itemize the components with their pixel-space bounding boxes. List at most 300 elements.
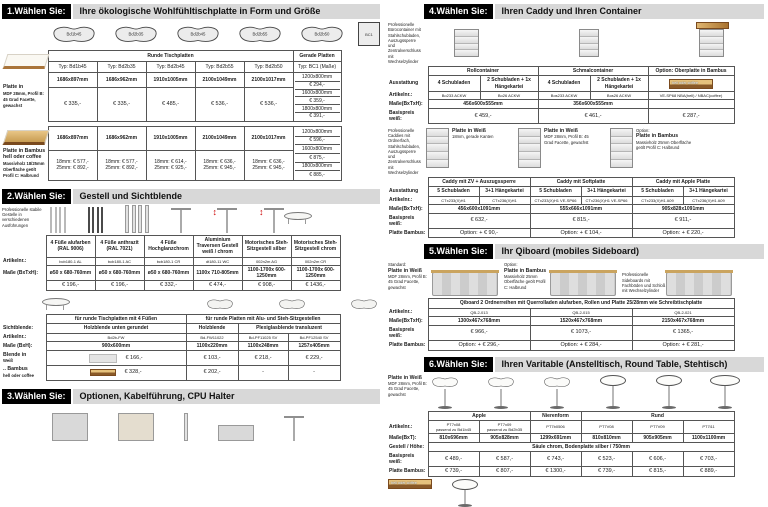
std-sub: MDF 28mm, Profil B: 45 Grad Facette, gewachst [388, 274, 427, 290]
section3-step-label: 3.Wählen Sie: [2, 389, 71, 404]
artikel-nr: PT7x09 [497, 421, 512, 427]
col-header: Motorisches Steh-Sitzgestell silber [242, 235, 291, 257]
col-header: Aluminium Traversen Gestell weiß / chrom [193, 235, 242, 257]
caddy-icon [426, 128, 449, 168]
price-cell: € 229,- [288, 351, 340, 366]
empty-label [2, 315, 46, 324]
dims-cell: 2100x1017mm [244, 127, 293, 151]
group-header: für runde Tischplatten mit 4 Füßen [46, 315, 186, 324]
col-header: 4 Füße anthrazit (RAL 7021) [95, 235, 144, 257]
row-label: Maße(BxT): [389, 434, 417, 441]
artikel-cell: PT7V08 [581, 420, 632, 433]
price-cell: € 485,- [146, 88, 195, 122]
price-25: 25mm: € 892,- [56, 165, 89, 172]
legs-chrom-icon [125, 207, 149, 233]
artikel-cell: QB-2-021 [632, 308, 734, 316]
price-cell: € 908,- [242, 281, 291, 291]
artikel-cell: QB-2-013 [428, 308, 530, 316]
section2-header [2, 189, 380, 204]
varitable-images-row [388, 375, 764, 409]
caddy-label [544, 128, 596, 145]
price-cell: € 1073,- [530, 326, 632, 341]
price-cell: - [238, 365, 288, 380]
price-cell: € 459,- [428, 109, 538, 124]
price-18: 18mm: € 614,- [154, 159, 187, 165]
price-cell: € 1365,- [632, 326, 734, 341]
option-tray-icon [52, 413, 88, 441]
row-label: Basispreis weiß: [389, 326, 415, 339]
masse-cell: 810x696mm [428, 433, 479, 442]
container-intro: Professionelle Bürocontainer mit Stahlschubladen, Auszugssperre und Zentralverschluss mit Wechselzylinder [388, 22, 421, 64]
ausstattung-cell: 2 Schubladen + 1x Hängekartei [590, 76, 648, 92]
artikel-cell: bcb180-1 AC [95, 257, 144, 265]
tabletop-shape-icon [172, 22, 224, 46]
price-cell: € 335,- [97, 88, 146, 122]
bambus-option-cell: Option: + € 284,- [530, 340, 632, 350]
masse-cell: 456x600x1091mm [428, 204, 530, 213]
col-header: 4 Füße alufarben (RAL 9006) [46, 235, 95, 257]
type-cell: Plexiglasblende transluzent [238, 324, 340, 333]
std-pre: Standard: [388, 262, 407, 268]
stack-price: € 294,- [295, 82, 340, 90]
artikel-sub: passend zu Bd2b35 [486, 426, 523, 432]
caddy-intro: Professionelle Caddies mit Ordnerfach, Stahlschubladen, Auszugssperre und Zentralverschluss mit Wechselzylinder [388, 127, 421, 175]
blende-bambus-label-2: hell oder coffee [3, 372, 34, 378]
cable-chain-icon [184, 415, 188, 441]
artikel-cell: CTx236(X)H1 [479, 196, 530, 204]
section4-header [424, 4, 764, 19]
straight-plate-icon [358, 22, 380, 46]
ausstattung-cell: 3+1 Hängekartei [683, 187, 734, 196]
masse-cell: 1100-1700x 600-1250mm [291, 265, 340, 281]
varitable-icons [428, 375, 742, 409]
tabletop-shape-icon [48, 22, 100, 46]
note-title: Platte in Bambus hell oder coffee [3, 147, 46, 160]
bambus-option-cell: Option: + € 296,- [428, 340, 530, 350]
blende-bambus-swatch [90, 369, 116, 376]
qiboard-icon [432, 272, 498, 296]
legs-anthrazit-icon [88, 207, 104, 233]
typ-cell: Typ: Bd2b45 [146, 62, 195, 73]
group-header: Nierenform [530, 411, 581, 420]
row-label [2, 365, 46, 380]
note-sub: MDF 28mm, Profil B: 45 Grad Facette, gewachst [388, 381, 427, 397]
price-cell: € 743,- [530, 452, 581, 467]
bambus-plates-table [2, 126, 342, 181]
price-cell: € 536,- [244, 88, 293, 122]
empty-label [388, 299, 428, 308]
gestell-images-row [2, 207, 380, 233]
note-sub: Massivholz 18/25mm Oberfläche geölt Profil C: Halbrund [3, 160, 45, 178]
section5-step-label: 5.Wählen Sie: [424, 244, 493, 259]
artikel-cell: bcb180-1 AL [46, 257, 95, 265]
qiboard-images-row [388, 262, 764, 296]
row-label: Artikelnr.: [3, 334, 27, 341]
section6-step-label: 6.Wählen Sie: [424, 357, 493, 372]
opt-sub: Massivholz 25mm Oberfläche geölt Profil C: Halbrund [504, 274, 546, 290]
group-header: Caddy mit Apple Platte [632, 178, 734, 187]
caddy-table [388, 177, 735, 238]
price-cell [46, 365, 186, 380]
masse-cell: 1100x 710-805mm [193, 265, 242, 281]
caddy-label [636, 128, 692, 150]
price-cell: € 815,- [530, 214, 632, 229]
bambus-swatch [669, 79, 713, 89]
stack-dims: 1800x800mm [295, 105, 340, 113]
caddy-label-sub: Massivholz 25mm Oberfläche geölt Profil C: Halbrund [636, 139, 692, 150]
artikel-cell: QB-2-015 [530, 308, 632, 316]
price-cell: € 536,- [195, 88, 244, 122]
monitor-arm-icon [284, 416, 304, 441]
shape-label: Bd2b45 [190, 31, 206, 37]
varitable-round-icon [652, 375, 686, 409]
ausstattung-cell: 5 Schubladen [530, 187, 581, 196]
sichtblende-table [2, 314, 341, 381]
group-header: Rund [581, 411, 734, 420]
opt-title: Platte in Bambus [504, 267, 547, 274]
price-cell: € 474,- [193, 281, 242, 291]
bambus-top-container-icon [699, 22, 729, 57]
varitable-note [388, 375, 428, 397]
price: € 328,- [124, 369, 142, 376]
group-header: Apple [428, 411, 530, 420]
price-18: 18mm: € 577,- [105, 159, 138, 165]
col-header: 4 Füße Hochglanzchrom [144, 235, 193, 257]
artikel-cell: CTx233(X)H1 VE-SP66 [530, 196, 581, 204]
desk-images-row [42, 294, 380, 311]
group-header: Option: Oberplatte in Bambus [648, 67, 734, 76]
typ-cell: Typ: Bd2b55 [195, 62, 244, 73]
artikel-cell: Bo233 ACKW [428, 91, 480, 99]
dims-cell: 1910x1005mm [146, 127, 195, 151]
caddy-label-sub: MDF 28mm, Profil B: 45 Grad Facette, gewachst [544, 134, 589, 145]
group-header: Caddy mit Softplatte [530, 178, 632, 187]
stack-price: € 359,- [295, 97, 340, 105]
col-header: Motorisches Steh-Sitzgestell chrom [291, 235, 340, 257]
artikel-sub: passend zu Bd1b45 [435, 426, 472, 432]
section4-step-label: 4.Wählen Sie: [424, 4, 493, 19]
row-label: Basispreis weiß: [389, 109, 415, 122]
qiboard-std-label [388, 262, 432, 290]
group-header: Gerade Platten [293, 51, 341, 62]
caddy-icon [610, 128, 633, 168]
artikel-cell: bcb180-1 CR [144, 257, 193, 265]
stack-price: € 391,- [309, 113, 325, 120]
group-header: Schmalcontainer [538, 67, 648, 76]
ausstattung-cell: 3+1 Hängekartei [581, 187, 632, 196]
section6-header [424, 357, 764, 372]
empty-label [388, 411, 428, 420]
tabletop-shape-icon [110, 22, 162, 46]
stack-dims: 1800x800mm [295, 163, 340, 172]
price-18: 18mm: € 577,- [56, 159, 89, 165]
varitable-apple-icon [484, 375, 518, 409]
ausstattung-cell: 4 Schubladen [538, 76, 590, 92]
gestell-cell: Säule chrom, Bodenplatte silber / 750mm [428, 443, 734, 452]
price-cell: € 703,- [683, 452, 734, 467]
artikel-nr: PT7x08 [446, 421, 461, 427]
row-label: Artikelnr.: [389, 197, 413, 203]
corner-plate-icon-cell [2, 51, 48, 73]
bambus-price-cell: € 739,- [581, 466, 632, 476]
section1-header [2, 4, 380, 19]
row-label: Basispreis weiß: [389, 452, 415, 465]
bambus-option-cell: Option: + € 281,- [632, 340, 734, 350]
masse-cell: 1520x467x768mm [530, 316, 632, 325]
price-cell: € 523,- [581, 452, 632, 467]
section1-title: Ihre ökologische Wohlfühltischplatte in Form und Größe [73, 4, 380, 19]
price-cell: € 461,- [538, 109, 648, 124]
artikel-cell: CTx236(X)H1 VE-SP66 [581, 196, 632, 204]
price: € 166,- [125, 354, 143, 361]
price-cell: € 202,- [186, 365, 238, 380]
artikel-cell: dt180-11 WC [193, 257, 242, 265]
masse-cell: 1100x248mm [238, 341, 288, 350]
price-cell: € 103,- [186, 351, 238, 366]
row-label: Platte Bambus: [389, 341, 426, 348]
bean-desk-icon [204, 297, 236, 311]
price-25: 25mm: € 945,- [252, 165, 285, 172]
empty-label [2, 281, 46, 291]
masse-cell: ø50 x 680-760mm [95, 265, 144, 281]
bambus-plate-corner-icon [3, 130, 50, 145]
stack-dims: 1200x800mm [295, 74, 340, 82]
price-25: 25mm: € 945,- [203, 165, 236, 172]
qiboard-pro-note: Professionelle Sideboards mit Fachböden und Schloß mit Wechselzylinder [622, 272, 666, 294]
straight-plates-stack [295, 74, 340, 120]
group-header: Caddy mit ZV + Auszugssperre [428, 178, 530, 187]
price-18: 18mm: € 636,- [252, 159, 285, 165]
note-bambus [2, 127, 48, 181]
schmalcontainer-icon [579, 29, 599, 57]
section3-header [2, 389, 380, 404]
artikel-cell: Bo26 ACKW [480, 91, 538, 99]
dims-cell: 1686x962mm [97, 73, 146, 88]
stack-dims: 1200x800mm [295, 128, 340, 137]
qiboard-table [388, 298, 735, 350]
row-label: Maße(BxTxH): [389, 317, 423, 324]
bambus-price-cell: € 1300,- [530, 466, 581, 476]
mdf-plate-corner-icon [3, 54, 50, 69]
masse-cell: 900x600mm [46, 341, 186, 350]
masse-cell: 456x600x555mm [428, 100, 538, 109]
ausstattung-cell: 5 Schubladen [632, 187, 683, 196]
straight-plates-stack [295, 128, 340, 179]
bambus-option-cell: Option: + € 220,- [632, 228, 734, 238]
row-label: Sichtblende: [3, 325, 34, 332]
opt-pre: Option: [504, 262, 518, 268]
desk-icon [284, 212, 310, 225]
artikel-cell: 002n2m CR [291, 257, 340, 265]
dims-cell: 1910x1005mm [146, 73, 195, 88]
price-cell: € 335,- [48, 88, 97, 122]
caddy-label-pre: Option: [636, 127, 650, 133]
bambus-option-cell: Option: + € 90,- [428, 228, 530, 238]
masse-cell: 356x600x555mm [538, 100, 648, 109]
section1-step-label: 1.Wählen Sie: [2, 4, 71, 19]
typ-cell: Typ: Bd1b45 [48, 62, 97, 73]
container-icons [454, 22, 729, 57]
container-images-row [388, 22, 764, 64]
desk-icon [42, 298, 68, 311]
section3-title: Optionen, Kabelführung, CPU Halter [73, 389, 380, 404]
caddy-label-sub: 18mm, gerade Kanten [452, 134, 494, 140]
varitable-table [388, 411, 735, 477]
price-cell: € 489,- [428, 452, 479, 467]
masse-cell: 1100-1700x 600-1250mm [242, 265, 291, 281]
height-arrow-icon: ↕ [212, 206, 217, 217]
note-title: Platte in [3, 84, 24, 91]
dims-cell: 2100x1049mm [195, 127, 244, 151]
bambus-option-cell: Option: + € 104,- [530, 228, 632, 238]
section4-title: Ihren Caddy und Ihren Container [495, 4, 764, 19]
swatch-label: hell oder coffee [391, 480, 417, 485]
steh-sitz-chrom-icon [259, 208, 310, 233]
artikel-cell: Bd-PF11025 SV [238, 333, 288, 341]
masse-cell: ø50 x 680-760mm [144, 265, 193, 281]
varitable-footer-row [388, 479, 764, 507]
container-table [388, 66, 735, 124]
price-cell: € 632,- [428, 214, 530, 229]
blende-weiss-swatch [89, 354, 117, 363]
price-cell: € 587,- [479, 452, 530, 467]
price-cell [97, 150, 146, 180]
price-18: 18mm: € 636,- [203, 159, 236, 165]
note-title: Platte in Weiß [388, 374, 422, 381]
right-column [384, 0, 768, 485]
row-label: Ausstattung [389, 80, 419, 87]
masse-cell: 905x828x1091mm [632, 204, 734, 213]
row-label: Artikelnr.: [389, 92, 413, 99]
rollcontainer-icon [454, 29, 479, 57]
artikel-cell: Bd2b-FW [46, 333, 186, 341]
gestell-icons [50, 207, 310, 233]
price-cell [46, 351, 186, 366]
dims-cell: 1686x897mm [48, 73, 97, 88]
height-arrow-icon: ↕ [259, 206, 264, 217]
caddy-label [452, 128, 504, 140]
row-label: Gestell / Höhe: [389, 444, 425, 450]
qiboard-icon [550, 272, 616, 296]
row-label: Platte Bambus: [389, 468, 426, 475]
straight-plates-cell [293, 73, 341, 122]
row-label: Maße (BxTxH): [3, 269, 39, 276]
varitable-apple-icon [428, 375, 462, 409]
masse-cell: ø50 x 680-760mm [46, 265, 95, 281]
left-column [0, 0, 384, 432]
options-images-row [52, 407, 380, 441]
ausstattung-cell: 2 Schubladen + 1x Hängekartei [480, 76, 538, 92]
span-header: Qiboard 2 Ordnerreihen mit Querrolladen alufarben, Rollen und Platte 25/28mm wie Schreibtischplatte [428, 299, 734, 308]
note-mdf [2, 73, 48, 122]
tabletop-shape-icon [234, 22, 286, 46]
row-label: Platte Bambus: [389, 229, 426, 236]
price-cell [244, 150, 293, 180]
row-label: Ausstattung [389, 188, 419, 195]
bambus-price-cell: € 815,- [632, 466, 683, 476]
group-header: für runde Platten mit Alu- und Steh-Sitzgestellen [186, 315, 340, 324]
artikel-cell: CTx233(X)H1 A09 [632, 196, 683, 204]
shape-label: Bd2b35 [128, 31, 144, 37]
artikel-cell [428, 420, 479, 433]
price-cell: € 196,- [95, 281, 144, 291]
bambus-swatch [388, 479, 432, 489]
artikel-cell: Bd-FW11022 [186, 333, 238, 341]
blende-bambus-label-1: .. Bambus [3, 366, 28, 373]
artikel-cell: PT7i11 [683, 420, 734, 433]
masse-cell: 810x810mm [581, 433, 632, 442]
stack-price: € 596,- [295, 137, 340, 146]
dims-cell: 2100x1017mm [244, 73, 293, 88]
row-label: Artikelnr.: [3, 258, 27, 264]
price-cell [48, 150, 97, 180]
artikel-cell: VE-SP68 NBA(hell) / NBAC(coffee) [648, 91, 734, 99]
stack-price: € 885,- [309, 171, 325, 178]
row-label: Artikelnr.: [389, 309, 413, 316]
masse-cell: 1299x691mm [530, 433, 581, 442]
cable-duct-icon [218, 425, 254, 441]
legs-alu-icon [50, 207, 66, 233]
ausstattung-swatch-cell [648, 76, 734, 92]
tabletop-shapes-row [48, 22, 380, 46]
caddy-icon [518, 128, 541, 168]
caddy-label-title: Platte in Weiß [452, 127, 486, 134]
gestell-table [2, 235, 341, 291]
bambus-price-cell: € 807,- [479, 466, 530, 476]
row-label: Basispreis weiß: [389, 214, 415, 227]
typ-cell: Typ: BC1 (Maße) [293, 62, 341, 73]
caddy-images-row [388, 128, 764, 175]
caddy-soft-group [518, 128, 596, 168]
blende-weiss-label-1: Blende in [3, 351, 27, 358]
stack-dims: 1600x800mm [295, 145, 340, 154]
traverse-gestell-icon [171, 208, 191, 233]
gestell-intro: Professionelle stabile Gestelle in verschiedenen Ausführungen [2, 206, 42, 228]
artikel-cell: Bos233 ACKW [538, 91, 590, 99]
varitable-round-icon [448, 479, 482, 507]
group-header: Runde Tischplatten [48, 51, 293, 62]
price-cell: € 911,- [632, 214, 734, 229]
artikel-cell: 002n2m AG [242, 257, 291, 265]
price-cell: € 966,- [428, 326, 530, 341]
price-25: 25mm: € 925,- [154, 165, 187, 172]
artikel-cell: Bd-PF12540 SV [288, 333, 340, 341]
typ-cell: Typ: Bd2b35 [97, 62, 146, 73]
price-cell: - [288, 365, 340, 380]
section2-step-label: 2.Wählen Sie: [2, 189, 71, 204]
masse-cell: 555x666x1091mm [530, 204, 632, 213]
tabletop-shape-icon [296, 22, 348, 46]
bambus-price-cell: € 739,- [428, 466, 479, 476]
section5-title: Ihr Qiboard (mobiles Sideboard) [495, 244, 764, 259]
masse-cell [648, 100, 734, 109]
swatch-label: hell oder coffee [672, 80, 698, 85]
caddy-apple-group [610, 128, 692, 168]
artikel-cell: CTx233(X)H1 [428, 196, 479, 204]
typ-cell: Typ: Bd2b50 [244, 62, 293, 73]
caddy-icons [426, 128, 692, 168]
price-25: 25mm: € 892,- [105, 165, 138, 172]
row-label: Maße(BxTxH): [389, 205, 423, 212]
ausstattung-cell: 4 Schubladen [428, 76, 480, 92]
group-header: Rollcontainer [428, 67, 538, 76]
price-cell: € 332,- [144, 281, 193, 291]
caddy-label-title: Platte in Weiß [544, 127, 578, 134]
option-box-icon [118, 413, 154, 441]
artikel-cell: CTx236(X)H1 A09 [683, 196, 734, 204]
varitable-round-icon [708, 375, 742, 409]
bambus-price-cell: € 889,- [683, 466, 734, 476]
